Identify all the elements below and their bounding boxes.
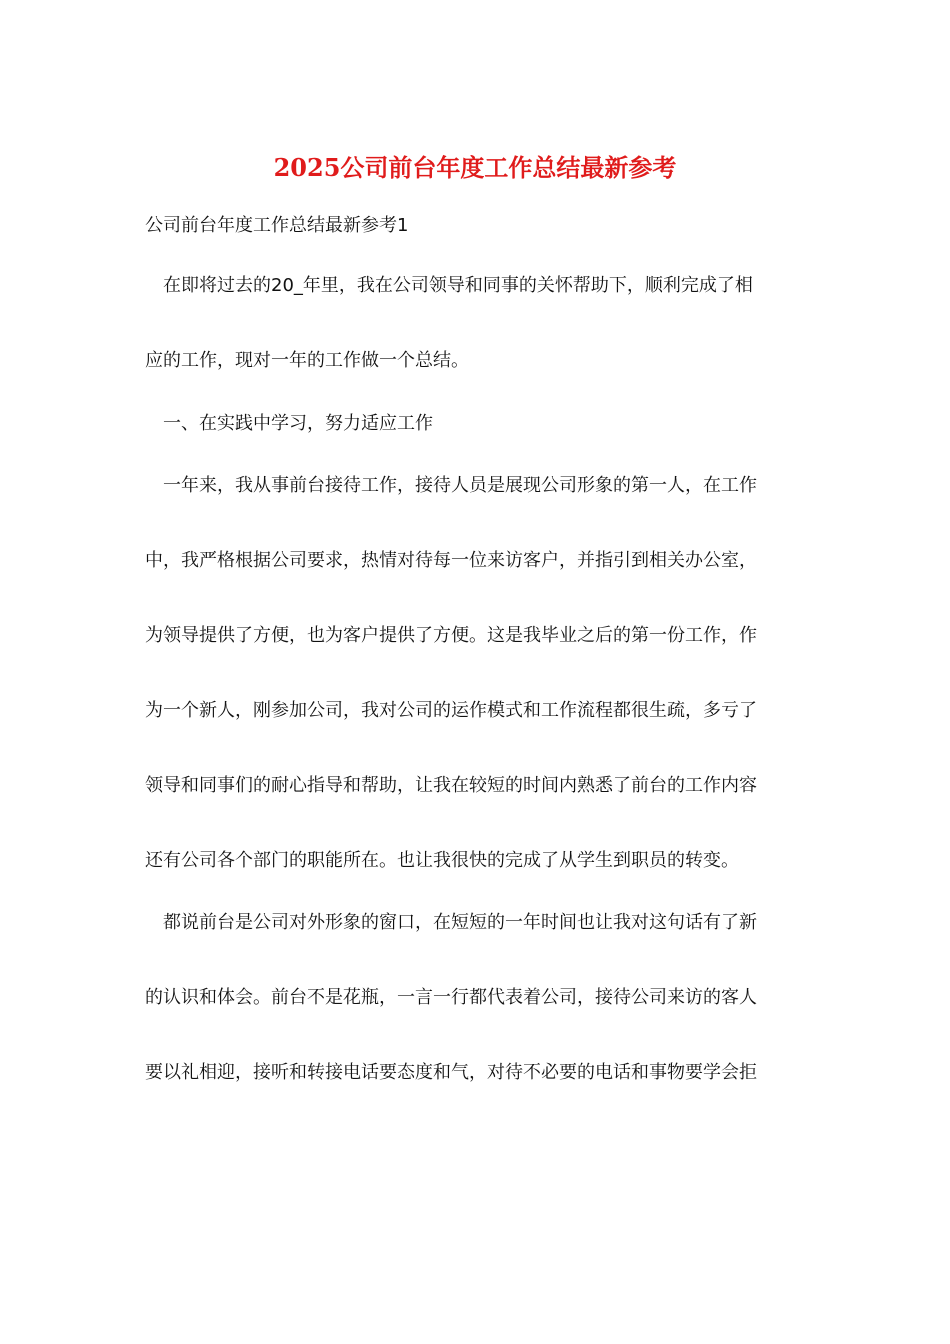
paragraph-line: 一年来，我从事前台接待工作，接待人员是展现公司形象的第一人，在工作 — [163, 475, 757, 496]
section-subtitle: 公司前台年度工作总结最新参考1 — [145, 215, 409, 236]
document-title: 2025公司前台年度工作总结最新参考 — [273, 153, 677, 182]
paragraph-line: 的认识和体会。前台不是花瓶，一言一行都代表着公司，接待公司来访的客人 — [145, 987, 757, 1008]
paragraph-line: 领导和同事们的耐心指导和帮助，让我在较短的时间内熟悉了前台的工作内容 — [145, 775, 757, 796]
paragraph-line: 为领导提供了方便，也为客户提供了方便。这是我毕业之后的第一份工作，作 — [145, 625, 757, 646]
paragraph-line: 还有公司各个部门的职能所在。也让我很快的完成了从学生到职员的转变。 — [145, 850, 739, 871]
paragraph-line: 要以礼相迎，接听和转接电话要态度和气，对待不必要的电话和事物要学会拒 — [145, 1062, 757, 1083]
paragraph-line: 应的工作，现对一年的工作做一个总结。 — [145, 350, 469, 371]
section-heading: 一、在实践中学习，努力适应工作 — [163, 413, 433, 434]
paragraph-line: 在即将过去的20_年里，我在公司领导和同事的关怀帮助下，顺利完成了相 — [163, 275, 753, 296]
paragraph-line: 中，我严格根据公司要求，热情对待每一位来访客户，并指引到相关办公室， — [145, 550, 757, 571]
paragraph-line: 为一个新人，刚参加公司，我对公司的运作模式和工作流程都很生疏，多亏了 — [145, 700, 757, 721]
paragraph-line: 都说前台是公司对外形象的窗口，在短短的一年时间也让我对这句话有了新 — [163, 912, 757, 933]
